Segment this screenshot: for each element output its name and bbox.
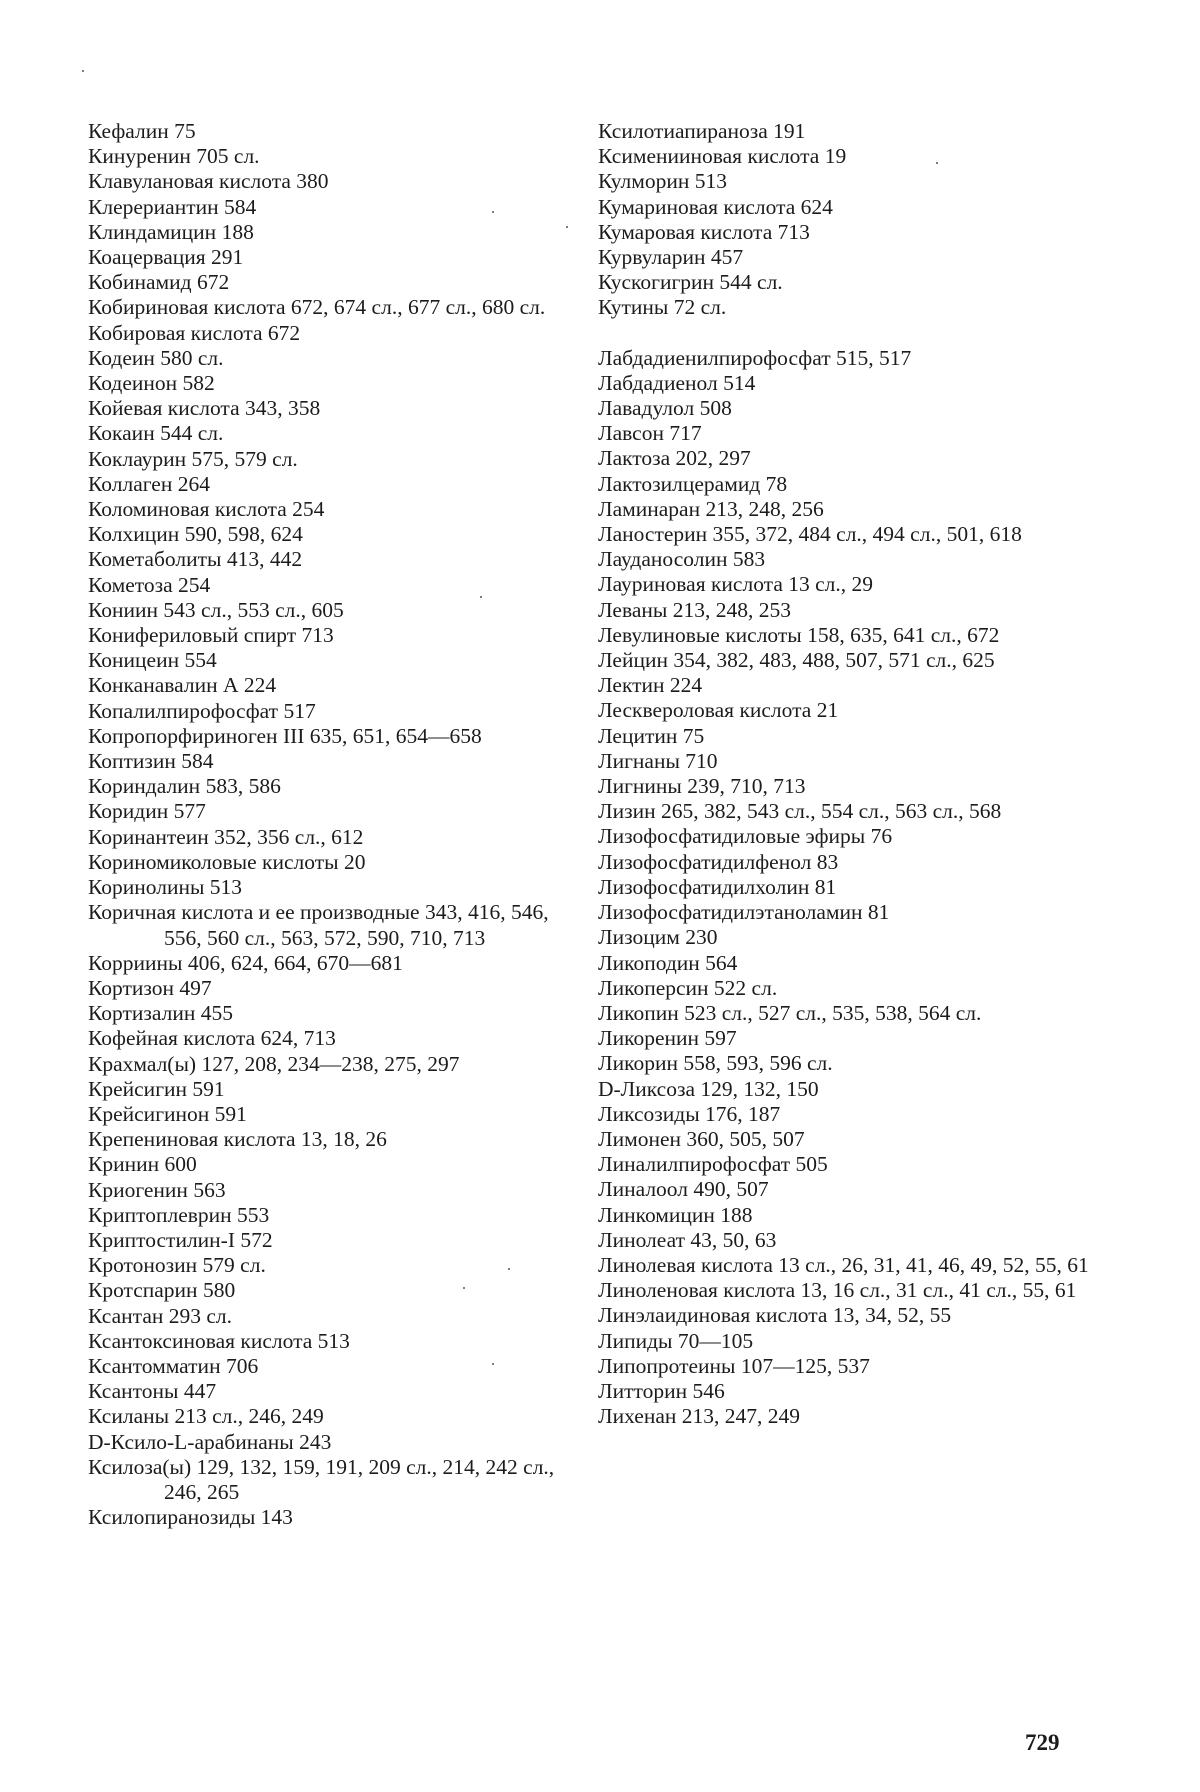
index-entry: Кобинамид 672 [88, 270, 230, 295]
index-entry: Кодеинон 582 [88, 371, 215, 396]
index-entry: Лизофосфатидилэтаноламин 81 [598, 900, 890, 925]
index-entry: Корриины 406, 624, 664, 670—681 [88, 950, 403, 975]
index-entry: Коринантеин 352, 356 сл., 612 [88, 824, 364, 849]
index-entry: Лизофосфатидилфенол 83 [598, 849, 839, 874]
index-entry: Ламинаран 213, 248, 256 [598, 496, 824, 521]
index-entry: Крепениновая кислота 13, 18, 26 [88, 1127, 387, 1152]
scan-speck [492, 211, 494, 213]
index-entry: Липиды 70—105 [598, 1328, 754, 1353]
index-entry: Клиндамицин 188 [88, 219, 254, 244]
scan-speck [82, 70, 84, 72]
index-entry: Ксилотиапираноза 191 [598, 119, 806, 143]
index-entry: Липопротеины 107—125, 537 [598, 1353, 870, 1378]
index-entry: Конифериловый спирт 713 [88, 623, 334, 648]
index-entry: Ксантоксиновая кислота 513 [88, 1328, 350, 1353]
index-entry: Лактозилцерамид 78 [598, 471, 788, 496]
index-entry: Линолевая кислота 13 сл., 26, 31, 41, 46, 49, 52, 55, 61 [598, 1252, 1089, 1277]
index-column-right [598, 119, 1118, 1429]
index-entry: Ксиланы 213 сл., 246, 249 [88, 1404, 324, 1429]
index-entry: Лавсон 717 [598, 421, 702, 446]
index-entry: Ликопин 523 сл., 527 сл., 535, 538, 564 сл. [598, 1000, 982, 1025]
index-entry: Коридин 577 [88, 799, 206, 824]
index-entry: Ланостерин 355, 372, 484 сл., 494 сл., 501, 618 [598, 522, 1022, 547]
index-entry: Крейсигинон 591 [88, 1101, 247, 1126]
index-column-left [88, 119, 568, 1530]
index-entry: Ликоренин 597 [598, 1026, 737, 1051]
index-entry: Кутины 72 сл. [598, 295, 727, 320]
index-entry: Кротонозин 579 сл. [88, 1253, 266, 1278]
index-entry: Кофейная кислота 624, 713 [88, 1026, 336, 1051]
index-entry: Левулиновые кислоты 158, 635, 641 сл., 672 [598, 622, 1000, 647]
index-entry: Криогенин 563 [88, 1177, 226, 1202]
index-entry: Лизин 265, 382, 543 сл., 554 сл., 563 сл., 568 [598, 799, 1002, 824]
index-entry: Колхицин 590, 598, 624 [88, 522, 303, 547]
index-entry: Копалилпирофосфат 517 [88, 698, 316, 723]
index-entry: Лигнаны 710 [598, 748, 718, 773]
index-entry: Кумариновая кислота 624 [598, 194, 833, 219]
index-entry: Коклаурин 575, 579 сл. [88, 446, 298, 471]
index-entry: Ликсозиды 176, 187 [598, 1101, 781, 1126]
index-entry: Литторин 546 [598, 1378, 725, 1403]
index-entry: Линалилпирофосфат 505 [598, 1152, 828, 1177]
index-entry: Линалоол 490, 507 [598, 1177, 769, 1202]
index-entry: Конканавалин А 224 [88, 673, 277, 698]
index-entry: Кефалин 75 [88, 119, 196, 143]
index-entry: Линкомицин 188 [598, 1202, 753, 1227]
index-entry: Кокаин 544 сл. [88, 421, 224, 446]
index-entry: Линоленовая кислота 13, 16 сл., 31 сл., 41 сл., 55, 61 [598, 1278, 1077, 1303]
index-entry: Криптостилин-I 572 [88, 1227, 273, 1252]
index-entry: Коптизин 584 [88, 749, 214, 774]
index-entry: Коломиновая кислота 254 [88, 497, 325, 522]
index-entry: Лауданосолин 583 [598, 547, 766, 572]
index-entry: Кинуренин 705 сл. [88, 144, 260, 169]
index-entry: Кометоза 254 [88, 572, 211, 597]
index-entry: Коринолины 513 [88, 875, 243, 900]
index-entry: Лауриновая кислота 13 сл., 29 [598, 572, 874, 597]
index-entry: Ликорин 558, 593, 596 сл. [598, 1051, 833, 1076]
index-entry: Клерериантин 584 [88, 194, 257, 219]
index-entry: Коллаген 264 [88, 471, 210, 496]
index-entry: Ксантомматин 706 [88, 1353, 259, 1378]
scan-speck [508, 1268, 510, 1270]
scan-speck [566, 226, 568, 228]
index-entry: Лигнины 239, 710, 713 [598, 774, 806, 799]
index-entry: Лихенан 213, 247, 249 [598, 1404, 801, 1429]
index-entry: Крахмал(ы) 127, 208, 234—238, 275, 297 [88, 1051, 460, 1076]
index-entry: Лактоза 202, 297 [598, 446, 751, 471]
index-entry: Коницеин 554 [88, 648, 217, 673]
index-entry: Кометаболиты 413, 442 [88, 547, 303, 572]
index-entry: Ксантан 293 сл. [88, 1303, 233, 1328]
index-entry: Кускогигрин 544 сл. [598, 270, 783, 295]
index-entry: D-Ликсоза 129, 132, 150 [598, 1076, 819, 1101]
index-entry: Ликоперсин 522 сл. [598, 975, 778, 1000]
index-entry: Криптоплеврин 553 [88, 1202, 270, 1227]
index-entry: Копропорфириноген III 635, 651, 654—658 [88, 723, 482, 748]
index-entry: Коацервация 291 [88, 245, 244, 270]
index-entry: Лесквероловая кислота 21 [598, 698, 839, 723]
index-entry: Леваны 213, 248, 253 [598, 597, 791, 622]
index-entry: Линэлаидиновая кислота 13, 34, 52, 55 [598, 1303, 952, 1328]
index-entry: Лецитин 75 [598, 723, 705, 748]
index-entry: Коричная кислота и ее производные 343, 416, 546, 556, 560 сл., 563, 572, 590, 710, 713 [88, 900, 549, 950]
scan-speck [480, 596, 482, 598]
index-entry: Ксилоза(ы) 129, 132, 159, 191, 209 сл., 214, 242 сл., 246, 265 [88, 1454, 555, 1504]
index-entry: Курвуларин 457 [598, 245, 744, 270]
index-entry: Лабдадиенол 514 [598, 370, 756, 395]
index-entry: Ликоподин 564 [598, 950, 738, 975]
index-entry: Ксилопиранозиды 143 [88, 1505, 293, 1530]
index-entry: Кортизалин 455 [88, 1001, 233, 1026]
index-entry: Кодеин 580 сл. [88, 345, 224, 370]
page-number: 729 [1025, 1730, 1060, 1755]
index-entry: Лимонен 360, 505, 507 [598, 1126, 805, 1151]
index-entry: Лизофосфатидилхолин 81 [598, 874, 837, 899]
index-entry: Лизоцим 230 [598, 925, 718, 950]
index-entry: Кониин 543 сл., 553 сл., 605 [88, 597, 344, 622]
index-entry: Кротспарин 580 [88, 1278, 236, 1303]
index-entry: Клавулановая кислота 380 [88, 169, 329, 194]
index-entry: Кобировая кислота 672 [88, 320, 301, 345]
index-entry: Кориндалин 583, 586 [88, 774, 281, 799]
index-entry: Линолеат 43, 50, 63 [598, 1227, 777, 1252]
index-entry: Кортизон 497 [88, 975, 212, 1000]
index-entry: Ксантоны 447 [88, 1379, 217, 1404]
index-entry: Кулморин 513 [598, 169, 727, 194]
index-entry: Лектин 224 [598, 673, 703, 698]
index-entry: Кориномиколовые кислоты 20 [88, 849, 366, 874]
index-entry: Койевая кислота 343, 358 [88, 396, 321, 421]
index-entry: Ксименииновая кислота 19 [598, 144, 847, 169]
index-entry: Лейцин 354, 382, 483, 488, 507, 571 сл., 625 [598, 648, 995, 673]
index-entry: Лабдадиенилпирофосфат 515, 517 [598, 345, 912, 370]
index-entry: D-Ксило-L-арабинаны 243 [88, 1429, 332, 1454]
scan-speck [492, 1363, 494, 1365]
index-entry: Крейсигин 591 [88, 1076, 225, 1101]
index-entry: Кринин 600 [88, 1152, 197, 1177]
scan-speck [463, 1287, 465, 1289]
index-entry: Лизофосфатидиловые эфиры 76 [598, 824, 893, 849]
index-entry: Кумаровая кислота 713 [598, 219, 810, 244]
index-entry: Лавадулол 508 [598, 396, 732, 421]
index-entry: Кобириновая кислота 672, 674 сл., 677 сл., 680 сл. [88, 295, 546, 320]
scan-speck [936, 162, 938, 164]
